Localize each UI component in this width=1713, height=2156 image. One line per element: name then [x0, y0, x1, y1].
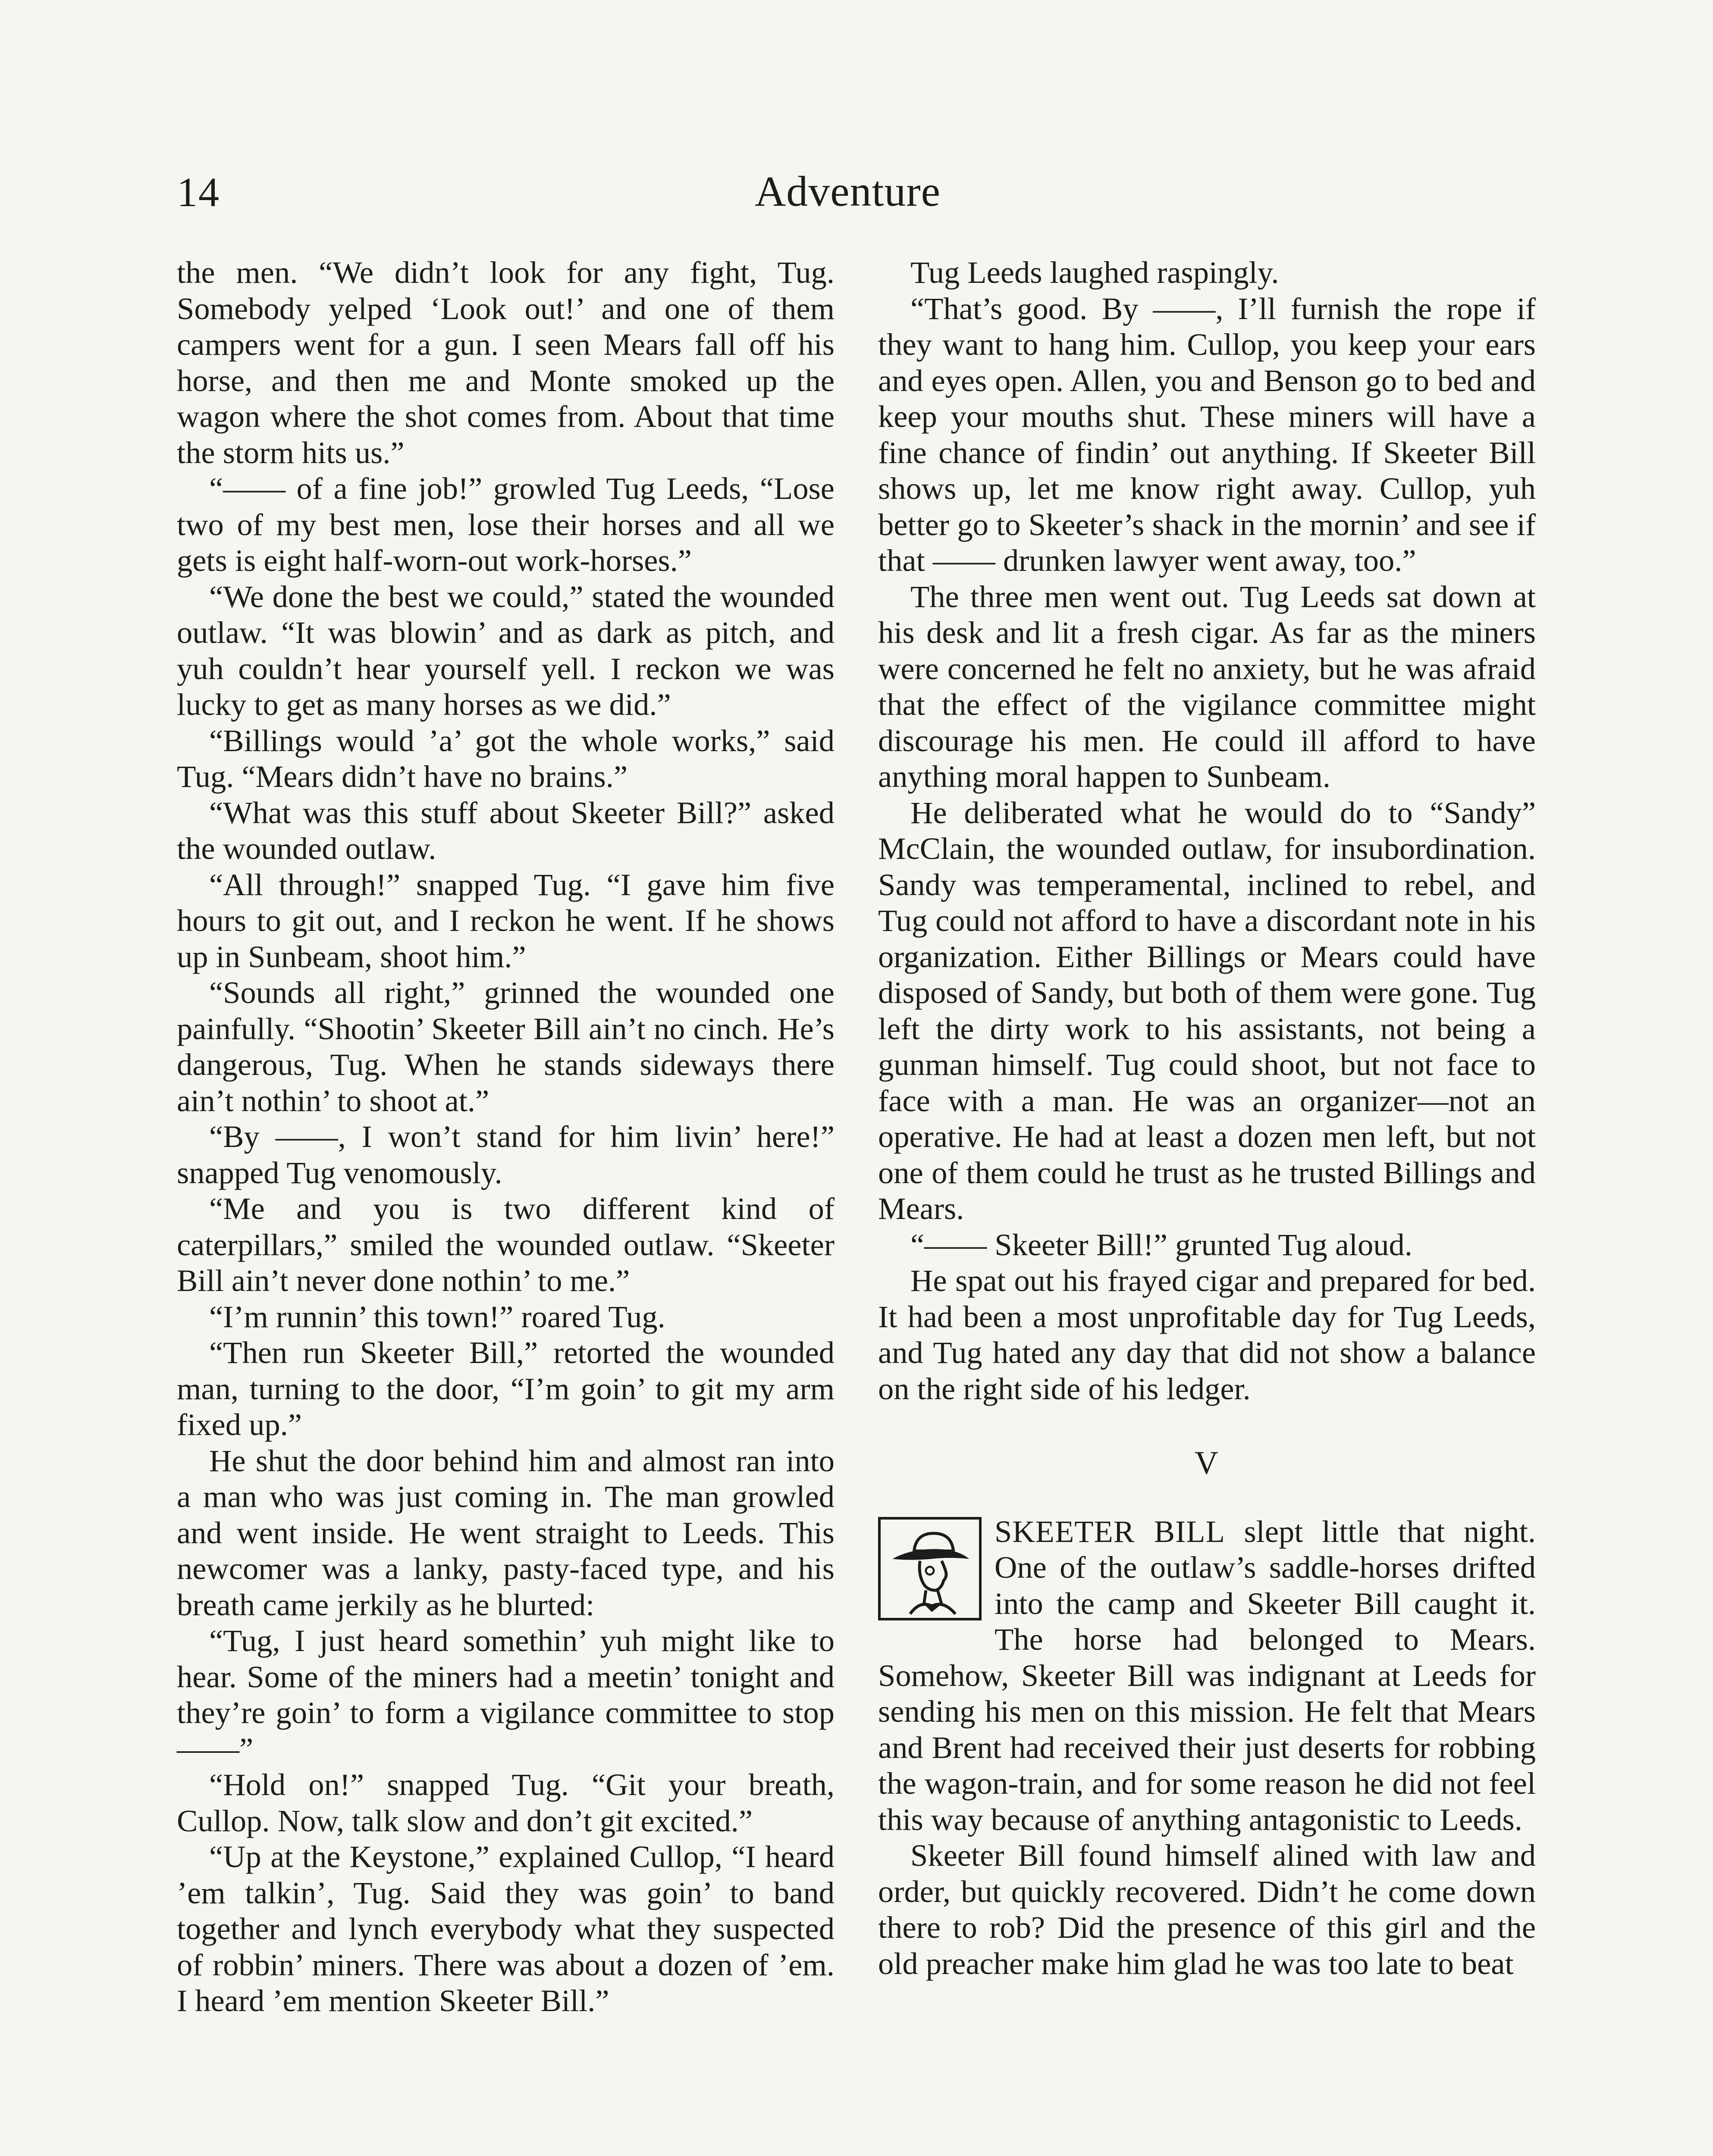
- opening-lead-words: SKEETER BILL: [995, 1514, 1225, 1549]
- page-number: 14: [177, 169, 220, 215]
- paragraph: Tug Leeds laughed raspingly.: [910, 255, 1279, 290]
- paragraph: “All through!” snapped Tug. “I gave him five hours to git out, and I reckon he went. If he shows up in Sunbeam, shoot him.”: [177, 867, 835, 974]
- opening-rest: slept little that night. One of the outlaw’s saddle-horses drifted into the camp and Skeeter Bill caught it. The horse had belonged to Mears. Somehow, Skeeter Bill was indignant at Leeds for sending his men on this mission. He felt that Mears and Brent had received their just deserts for robbing the wagon-train, and for some reason he did not feel this way because of anything antagonistic to Leeds.: [878, 1514, 1536, 1837]
- paragraph: “—— Skeeter Bill!” grunted Tug aloud.: [910, 1227, 1412, 1262]
- left-column: [177, 254, 835, 2019]
- paragraph: “I’m runnin’ this town!” roared Tug.: [209, 1299, 665, 1334]
- cowboy-portrait-icon: [878, 1517, 982, 1620]
- paragraph: “Up at the Keystone,” explained Cullop, “I heard ’em talkin’, Tug. Said they was goin’ to band together and lynch everybody what they suspected of robbin’ miners. There was about a dozen of ’em. I heard ’em mention Skeeter Bill.”: [177, 1839, 835, 2018]
- page-header: [0, 160, 1713, 224]
- paragraph: He shut the door behind him and almost ran into a man who was just coming in. The man growled and went inside. He went straight to Leeds. This newcomer was a lanky, pasty-faced type, and his breath came jerkily as he blurted:: [177, 1443, 835, 1622]
- paragraph: “By ——, I won’t stand for him livin’ here!” snapped Tug venomously.: [177, 1119, 835, 1190]
- paragraph: the men. “We didn’t look for any fight, Tug. Somebody yelped ‘Look out!’ and one of them campers went for a gun. I seen Mears fall off his horse, and then me and Monte smoked up the wagon where the shot comes from. About that time the storm hits us.”: [177, 255, 835, 470]
- paragraph: The three men went out. Tug Leeds sat down at his desk and lit a fresh cigar. As far as the miners were concerned he felt no anxiety, but he was afraid that the effect of the vigilance committee might discourage his men. He could ill afford to have anything moral happen to Sunbeam.: [878, 579, 1536, 794]
- paragraph: “Then run Skeeter Bill,” retorted the wounded man, turning to the door, “I’m goin’ to git my arm fixed up.”: [177, 1335, 835, 1442]
- paragraph: Skeeter Bill found himself alined with law and order, but quickly recovered. Didn’t he come down there to rob? Did the presence of this girl and the old preacher make him glad he was too late to beat: [878, 1838, 1536, 1981]
- paragraph: “We done the best we could,” stated the wounded outlaw. “It was blowin’ and as dark as pitch, and yuh couldn’t hear yourself yell. I reckon we was lucky to get as many horses as we did.”: [177, 579, 835, 722]
- paragraph: “Me and you is two different kind of caterpillars,” smiled the wounded outlaw. “Skeeter Bill ain’t never done nothin’ to me.”: [177, 1191, 835, 1298]
- paragraph: “Billings would ’a’ got the whole works,” said Tug. “Mears didn’t have no brains.”: [177, 723, 835, 794]
- paragraph: “That’s good. By ——, I’ll furnish the rope if they want to hang him. Cullop, you keep your ears and eyes open. Allen, you and Benson go to bed and keep your mouths shut. These miners will have a fine chance of findin’ out anything. If Skeeter Bill shows up, let me know right away. Cullop, yuh better go to Skeeter’s shack in the mornin’ and see if that —— drunken lawyer went away, too.”: [878, 291, 1536, 578]
- paragraph: He deliberated what he would do to “Sandy” McClain, the wounded outlaw, for insubordination. Sandy was temperamental, inclined to rebel, and Tug could not afford to have a discordant note in his organization. Either Billings or Mears could have disposed of Sandy, but both of them were gone. Tug left the dirty work to his assistants, not being a gunman himself. Tug could shoot, but not face to face with a man. He was an organizer—not an operative. He had at least a dozen men left, but not one of them could he trust as he trusted Billings and Mears.: [878, 795, 1536, 1226]
- right-column: [878, 254, 1536, 1981]
- running-title: Adventure: [755, 167, 941, 215]
- paragraph: “Tug, I just heard somethin’ yuh might like to hear. Some of the miners had a meetin’ tonight and they’re goin’ to form a vigilance committee to stop——”: [177, 1623, 835, 1766]
- paragraph: He spat out his frayed cigar and prepared for bed. It had been a most unprofitable day for Tug Leeds, and Tug hated any day that did not show a balance on the right side of his ledger.: [878, 1263, 1536, 1406]
- section-heading: V: [1195, 1445, 1219, 1481]
- paragraph: “Sounds all right,” grinned the wounded one painfully. “Shootin’ Skeeter Bill ain’t no cinch. He’s dangerous, Tug. When he stands sideways there ain’t nothin’ to shoot at.”: [177, 975, 835, 1118]
- paragraph: “Hold on!” snapped Tug. “Git your breath, Cullop. Now, talk slow and don’t git excited.”: [177, 1767, 835, 1838]
- paragraph: “—— of a fine job!” growled Tug Leeds, “Lose two of my best men, lose their horses and all we gets is eight half-worn-out work-horses.”: [177, 471, 835, 578]
- paragraph: “What was this stuff about Skeeter Bill?” asked the wounded outlaw.: [177, 795, 835, 866]
- section-opening: [878, 1514, 1536, 1982]
